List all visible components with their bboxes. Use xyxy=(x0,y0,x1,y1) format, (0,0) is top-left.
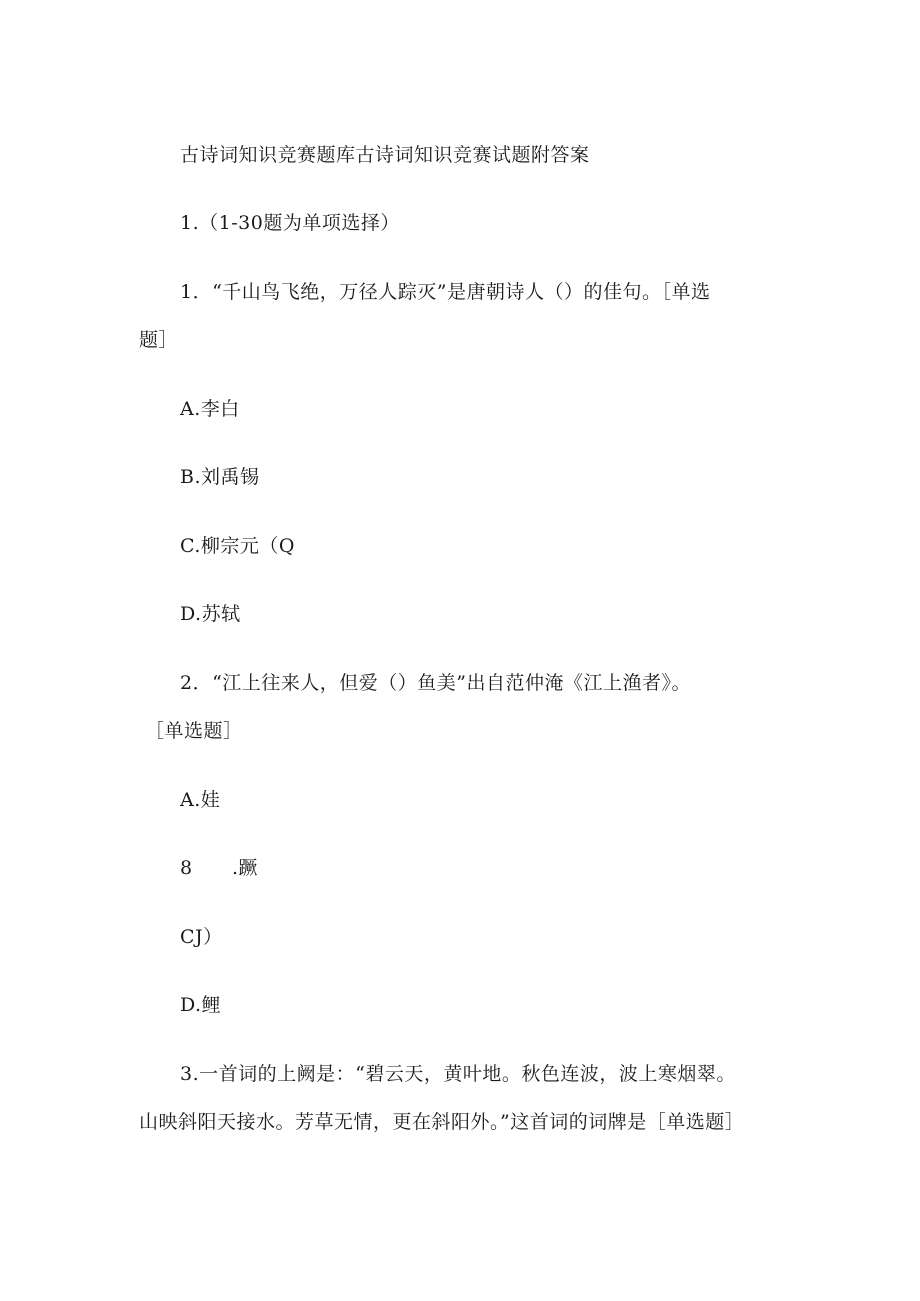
question-1-option-d: D.苏轼 xyxy=(180,603,241,625)
question-1-option-b: B.刘禹锡 xyxy=(180,466,260,488)
question-2-option-b-number: 8 xyxy=(180,857,193,879)
section-note: 1.（1-30题为单项选择） xyxy=(180,212,400,234)
question-2-stem-line1: 2．“江上往来人，但爱（）鱼美”出自范仲淹《江上渔者》。 xyxy=(180,672,692,694)
question-2-option-c: CJ） xyxy=(180,926,223,948)
question-2-option-a: A.娃 xyxy=(180,789,221,811)
question-3-stem-line1: 3.一首词的上阙是：“碧云天，黄叶地。秋色连波，波上寒烟翠。 xyxy=(180,1063,736,1085)
document-title: 古诗词知识竞赛题库古诗词知识竞赛试题附答案 xyxy=(180,144,590,166)
question-1-option-a: A.李白 xyxy=(180,398,240,420)
question-3-stem-line2: 山映斜阳天接水。芳草无情，更在斜阳外。”这首词的词牌是［单选题］ xyxy=(139,1111,745,1133)
question-2-option-d: D.鲤 xyxy=(180,994,222,1016)
question-2-option-b-text: .蹶 xyxy=(232,857,259,879)
question-1-option-c: C.柳宗元（Q xyxy=(180,535,295,557)
question-2-stem-line2: ［单选题］ xyxy=(145,720,243,742)
question-1-stem-line2: 题］ xyxy=(139,329,179,351)
question-1-stem-line1: 1．“千山鸟飞绝，万径人踪灭”是唐朝诗人（）的佳句。［单选 xyxy=(180,281,711,303)
